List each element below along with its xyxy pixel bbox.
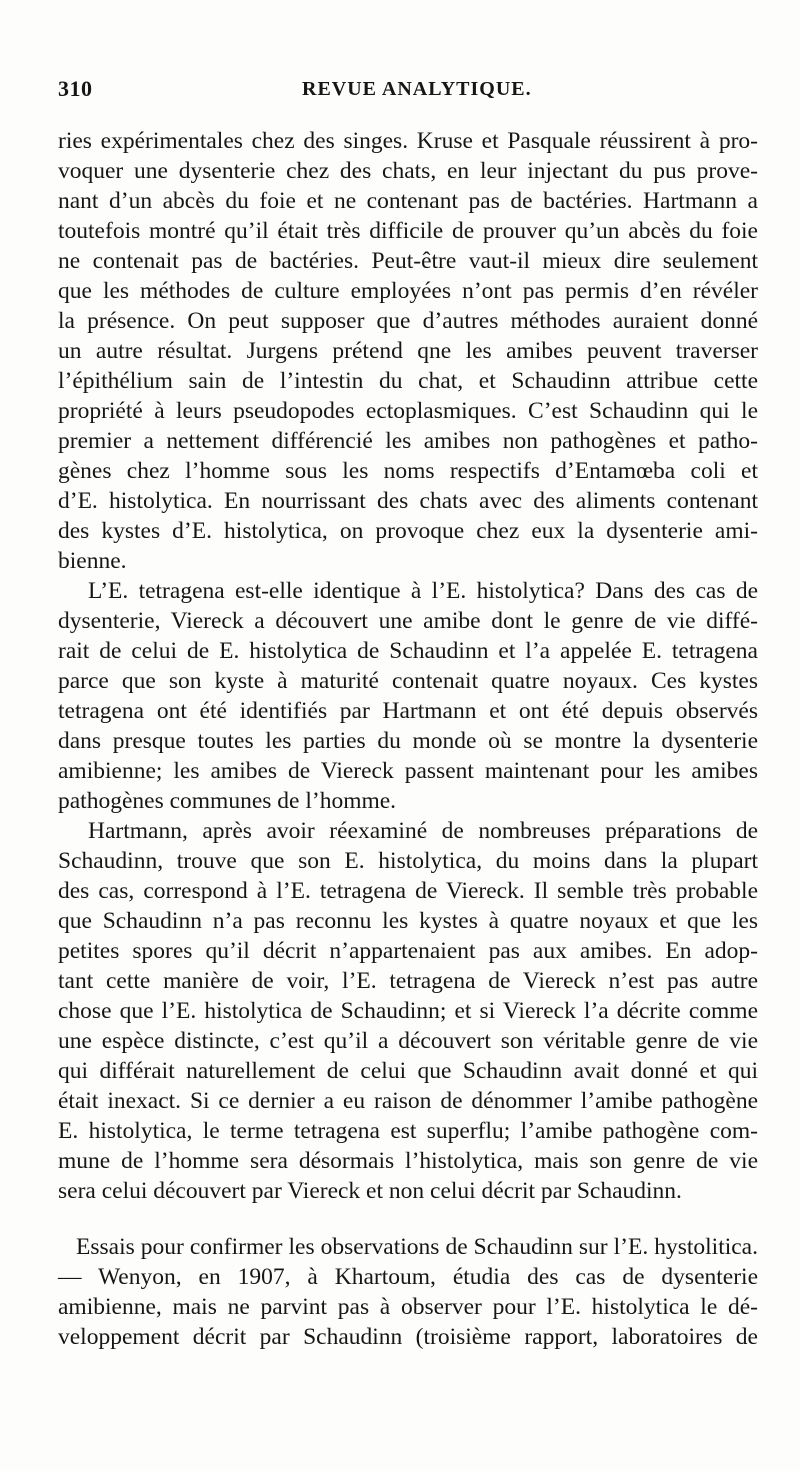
text-line: petites spores qu’il décrit n’appartenaient pas aux amibes. En adop- bbox=[58, 938, 758, 964]
text-line: bienne. bbox=[58, 548, 127, 574]
text-line: ne contenait pas de bactéries. Peut-être vaut-il mieux dire seulement bbox=[58, 248, 758, 274]
text-line: que Schaudinn n’a pas reconnu les kystes à quatre noyaux et que les bbox=[58, 908, 758, 934]
text-line: pathogènes communes de l’homme. bbox=[58, 788, 397, 814]
text-line: dysenterie, Viereck a découvert une amibe dont le genre de vie diffé- bbox=[58, 608, 758, 634]
text-line: mune de l’homme sera désormais l’histolytica, mais son genre de vie bbox=[58, 1148, 758, 1174]
page-number: 310 bbox=[58, 76, 93, 101]
text-line: voquer une dysenterie chez des chats, en leur injectant du pus prove- bbox=[58, 158, 758, 184]
text-line: veloppement décrit par Schaudinn (troisième rapport, laboratoires de bbox=[58, 1324, 758, 1350]
text-line: tetragena ont été identifiés par Hartmann et ont été depuis observés bbox=[58, 698, 758, 724]
text-line: parce que son kyste à maturité contenait quatre noyaux. Ces kystes bbox=[58, 668, 758, 694]
text-line: rait de celui de E. histolytica de Schaudinn et l’a appelée E. tetragena bbox=[58, 638, 758, 664]
text-line: — Wenyon, en 1907, à Khartoum, étudia des cas de dysenterie bbox=[58, 1264, 758, 1290]
running-title: REVUE ANALYTIQUE. bbox=[302, 78, 532, 100]
section-heading-line: Essais pour confirmer les observations de Schaudinn sur l’E. hystolitica. bbox=[76, 1234, 758, 1260]
text-line: L’E. tetragena est-elle identique à l’E. histolytica? Dans des cas de bbox=[88, 578, 758, 604]
text-line: Schaudinn, trouve que son E. histolytica, du moins dans la plupart bbox=[58, 848, 758, 874]
text-line: nant d’un abcès du foie et ne contenant pas de bactéries. Hartmann a bbox=[58, 188, 758, 214]
text-line: propriété à leurs pseudopodes ectoplasmiques. C’est Schaudinn qui le bbox=[58, 398, 758, 424]
text-line: la présence. On peut supposer que d’autres méthodes auraient donné bbox=[58, 308, 758, 334]
text-line: E. histolytica, le terme tetragena est superflu; l’amibe pathogène com- bbox=[58, 1118, 758, 1144]
text-line: amibienne, mais ne parvint pas à observer pour l’E. histolytica le dé- bbox=[58, 1294, 758, 1320]
text-line: premier a nettement différencié les amibes non pathogènes et patho- bbox=[58, 428, 758, 454]
text-line: tant cette manière de voir, l’E. tetragena de Viereck n’est pas autre bbox=[58, 968, 758, 994]
text-line: une espèce distincte, c’est qu’il a découvert son véritable genre de vie bbox=[58, 1028, 758, 1054]
text-line: était inexact. Si ce dernier a eu raison de dénommer l’amibe pathogène bbox=[58, 1088, 758, 1114]
text-line: qui différait naturellement de celui que Schaudinn avait donné et qui bbox=[58, 1058, 758, 1084]
text-line: chose que l’E. histolytica de Schaudinn; et si Viereck l’a décrite comme bbox=[58, 998, 758, 1024]
text-line: dans presque toutes les parties du monde où se montre la dysenterie bbox=[58, 728, 758, 754]
page-header bbox=[58, 76, 768, 110]
text-line: l’épithélium sain de l’intestin du chat, et Schaudinn attribue cette bbox=[58, 368, 758, 394]
text-line: amibienne; les amibes de Viereck passent maintenant pour les amibes bbox=[58, 758, 758, 784]
text-line: sera celui découvert par Viereck et non celui décrit par Schaudinn. bbox=[58, 1178, 682, 1204]
text-line: des kystes d’E. histolytica, on provoque chez eux la dysenterie ami- bbox=[58, 518, 758, 544]
text-line: Hartmann, après avoir réexaminé de nombreuses préparations de bbox=[88, 818, 758, 844]
text-line: ries expérimentales chez des singes. Kruse et Pasquale réussirent à pro- bbox=[58, 128, 758, 154]
text-line: d’E. histolytica. En nourrissant des chats avec des aliments contenant bbox=[58, 488, 758, 514]
text-line: un autre résultat. Jurgens prétend qne les amibes peuvent traverser bbox=[58, 338, 758, 364]
text-line: que les méthodes de culture employées n’ont pas permis d’en révéler bbox=[58, 278, 758, 304]
text-line: toutefois montré qu’il était très difficile de prouver qu’un abcès du foie bbox=[58, 218, 758, 244]
text-line: des cas, correspond à l’E. tetragena de Viereck. Il semble très probable bbox=[58, 878, 758, 904]
text-line: gènes chez l’homme sous les noms respectifs d’Entamœba coli et bbox=[58, 458, 758, 484]
